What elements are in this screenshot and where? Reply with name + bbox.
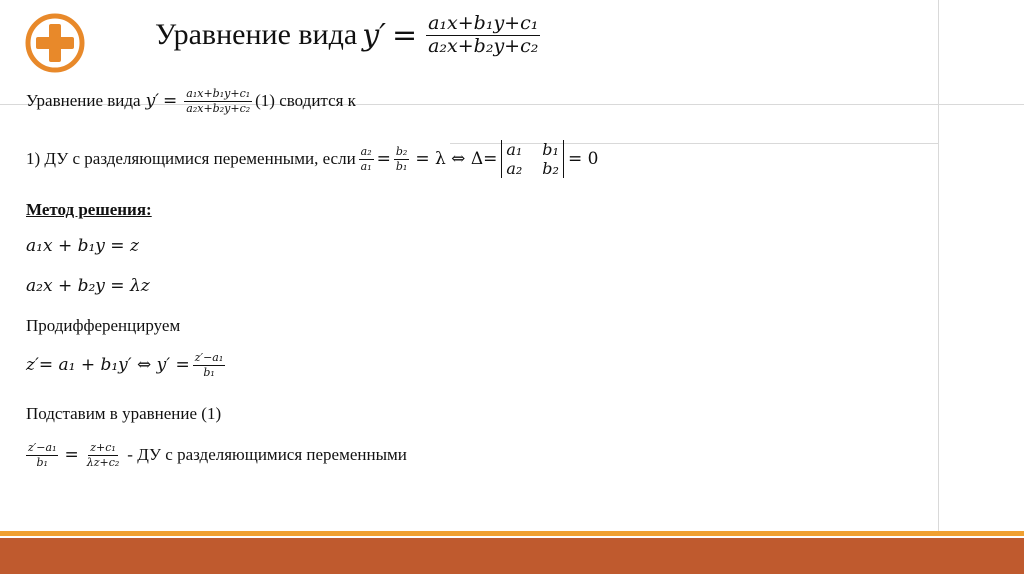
case1-fraction-a-num: a₂ <box>360 145 372 159</box>
equation-3-fraction <box>193 352 225 378</box>
intro-text: Уравнение вида <box>26 91 141 111</box>
title-numerator: a₁x+b₁y+c₁ <box>428 12 539 34</box>
equation-3 <box>26 352 228 378</box>
intro-line <box>26 88 356 114</box>
title-fraction <box>426 14 540 57</box>
equation-2: a₂x + b₂y = λz <box>26 276 150 296</box>
case1-fraction-a <box>359 146 374 172</box>
equation-4-fraction-b-num: z+c₁ <box>90 441 116 454</box>
equation-1: a₁x + b₁y = z <box>26 236 139 256</box>
case1-line <box>26 140 598 178</box>
title-eq: = <box>391 17 418 53</box>
intro-tail: (1) сводится к <box>255 91 356 111</box>
substitute-text: Подставим в уравнение (1) <box>26 404 222 423</box>
intro-denominator: a₂x+b₂y+c₂ <box>186 101 251 115</box>
equation-4-fraction-a-num: z′−a₁ <box>28 441 57 454</box>
equation-3-lhs: z′= a₁ + b₁y′ ⇔ y′ = <box>26 355 190 376</box>
case1-fraction-a-den: a₁ <box>360 159 372 173</box>
equation-4 <box>26 442 407 468</box>
equation-4-fraction-a <box>26 442 58 468</box>
footer-accent-stripe <box>0 531 1024 536</box>
title-denominator: a₂x+b₂y+c₂ <box>428 34 539 57</box>
page-title <box>155 14 543 57</box>
plus-circle-icon <box>24 12 86 74</box>
equation-4-tail: - ДУ с разделяющимися переменными <box>127 445 407 465</box>
equation-3-num: z′−a₁ <box>194 351 224 364</box>
title-lhs: y′ <box>362 17 386 53</box>
intro-eq: = <box>163 91 178 112</box>
equation-4-fraction-b-den: λz+c₂ <box>86 455 120 469</box>
intro-numerator: a₁x+b₁y+c₁ <box>186 87 251 100</box>
case1-eq: = <box>376 149 391 170</box>
case1-fraction-b-num: b₂ <box>395 145 408 159</box>
det-b2: b₂ <box>542 159 559 179</box>
det-a1: a₁ <box>506 140 523 159</box>
case1-rest: = λ ⇔ Δ= <box>415 149 498 170</box>
case1-fraction-b <box>394 146 409 172</box>
det-b1: b₁ <box>542 140 559 159</box>
divider-vertical <box>938 0 939 531</box>
case1-fraction-b-den: b₁ <box>395 159 408 173</box>
title-label: Уравнение вида <box>155 18 358 52</box>
intro-lhs: y′ <box>145 91 160 112</box>
footer-bar <box>0 538 1024 574</box>
determinant <box>501 140 564 178</box>
equation-4-fraction-b <box>85 442 122 468</box>
det-a2: a₂ <box>506 159 523 179</box>
equation-3-den: b₁ <box>203 365 215 379</box>
intro-fraction <box>184 88 252 114</box>
case1-text: 1) ДУ с разделяющимися переменными, если <box>26 149 356 169</box>
equation-4-fraction-a-den: b₁ <box>36 455 48 469</box>
differentiate-text: Продифференцируем <box>26 316 181 335</box>
case1-tail: = 0 <box>567 149 599 170</box>
method-heading: Метод решения: <box>26 200 152 219</box>
equation-4-eq: = <box>64 445 79 466</box>
